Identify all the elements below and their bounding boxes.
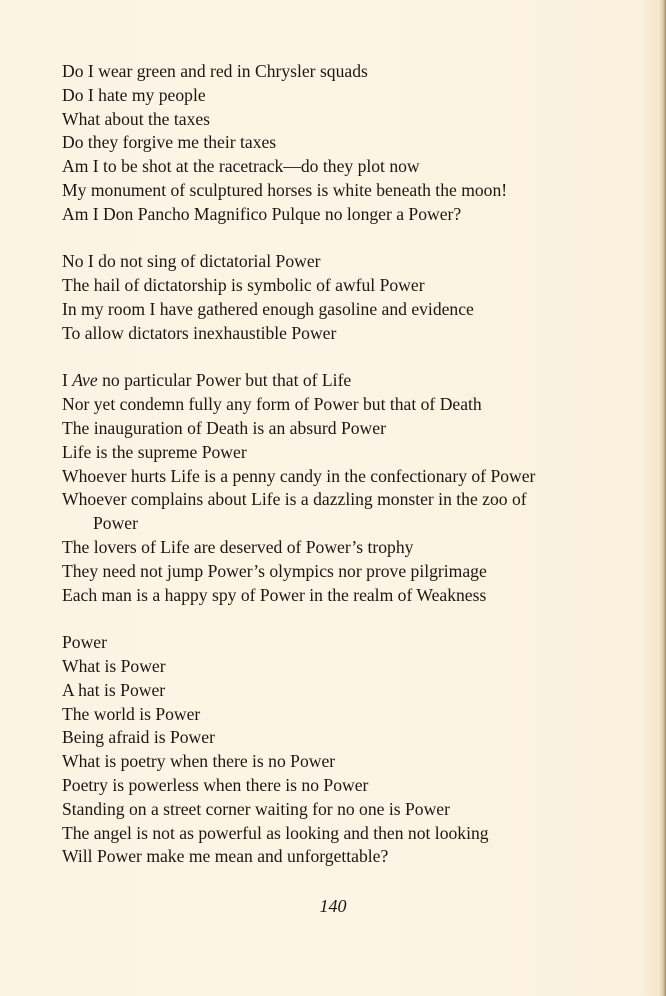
stanza-2 bbox=[62, 250, 622, 345]
poem-line: Will Power make me mean and unforgettable? bbox=[62, 846, 389, 867]
poem-line: The world is Power bbox=[62, 703, 201, 724]
poem-line: To allow dictators inexhaustible Power bbox=[62, 322, 337, 343]
poem-body bbox=[62, 60, 622, 893]
line-suffix: no particular Power but that of Life bbox=[97, 370, 352, 391]
poem-line-continuation: Power bbox=[93, 513, 138, 534]
poem-line: What is poetry when there is no Power bbox=[62, 751, 336, 772]
poem-line: Whoever hurts Life is a penny candy in the confectionary of Power bbox=[62, 465, 536, 486]
poem-line: The lovers of Life are deserved of Power’s trophy bbox=[62, 536, 414, 557]
stanza-3 bbox=[62, 369, 622, 607]
poem-line: The angel is not as powerful as looking and then not looking bbox=[62, 822, 489, 843]
poem-line: The inauguration of Death is an absurd Power bbox=[62, 417, 386, 438]
poem-line: The hail of dictatorship is symbolic of awful Power bbox=[62, 275, 425, 296]
poem-line: Do I wear green and red in Chrysler squads bbox=[62, 61, 368, 81]
poem-line: What is Power bbox=[62, 655, 166, 676]
poem-line-with-italic bbox=[62, 369, 622, 393]
poem-line: Power bbox=[62, 632, 107, 653]
poem-line: Am I Don Pancho Magnifico Pulque no longer a Power? bbox=[62, 203, 462, 224]
line-prefix: I bbox=[62, 370, 73, 391]
poem-line: Standing on a street corner waiting for no one is Power bbox=[62, 798, 450, 819]
poem-line: My monument of sculptured horses is white beneath the moon! bbox=[62, 179, 508, 200]
poem-line: No I do not sing of dictatorial Power bbox=[62, 251, 321, 272]
poem-line: Whoever complains about Life is a dazzling monster in the zoo of bbox=[62, 489, 527, 510]
poem-line: Being afraid is Power bbox=[62, 727, 215, 748]
page-number: 140 bbox=[319, 896, 347, 916]
stanza-1 bbox=[62, 60, 622, 227]
poem-line: Life is the supreme Power bbox=[62, 441, 247, 462]
poem-line: What about the taxes bbox=[62, 108, 211, 129]
poem-line: Do they forgive me their taxes bbox=[62, 132, 277, 153]
poem-line: In my room I have gathered enough gasoline and evidence bbox=[62, 298, 474, 319]
poem-line: A hat is Power bbox=[62, 679, 166, 700]
poem-line: Poetry is powerless when there is no Power bbox=[62, 774, 369, 795]
poem-line: Am I to be shot at the racetrack—do they plot now bbox=[62, 156, 420, 177]
poem-line: Nor yet condemn fully any form of Power but that of Death bbox=[62, 394, 482, 415]
poem-line: They need not jump Power’s olympics nor prove pilgrimage bbox=[62, 560, 487, 581]
stanza-4 bbox=[62, 631, 622, 869]
poem-line: Each man is a happy spy of Power in the realm of Weakness bbox=[62, 584, 487, 605]
poem-line: Do I hate my people bbox=[62, 84, 206, 105]
italic-word: Ave bbox=[72, 370, 98, 391]
